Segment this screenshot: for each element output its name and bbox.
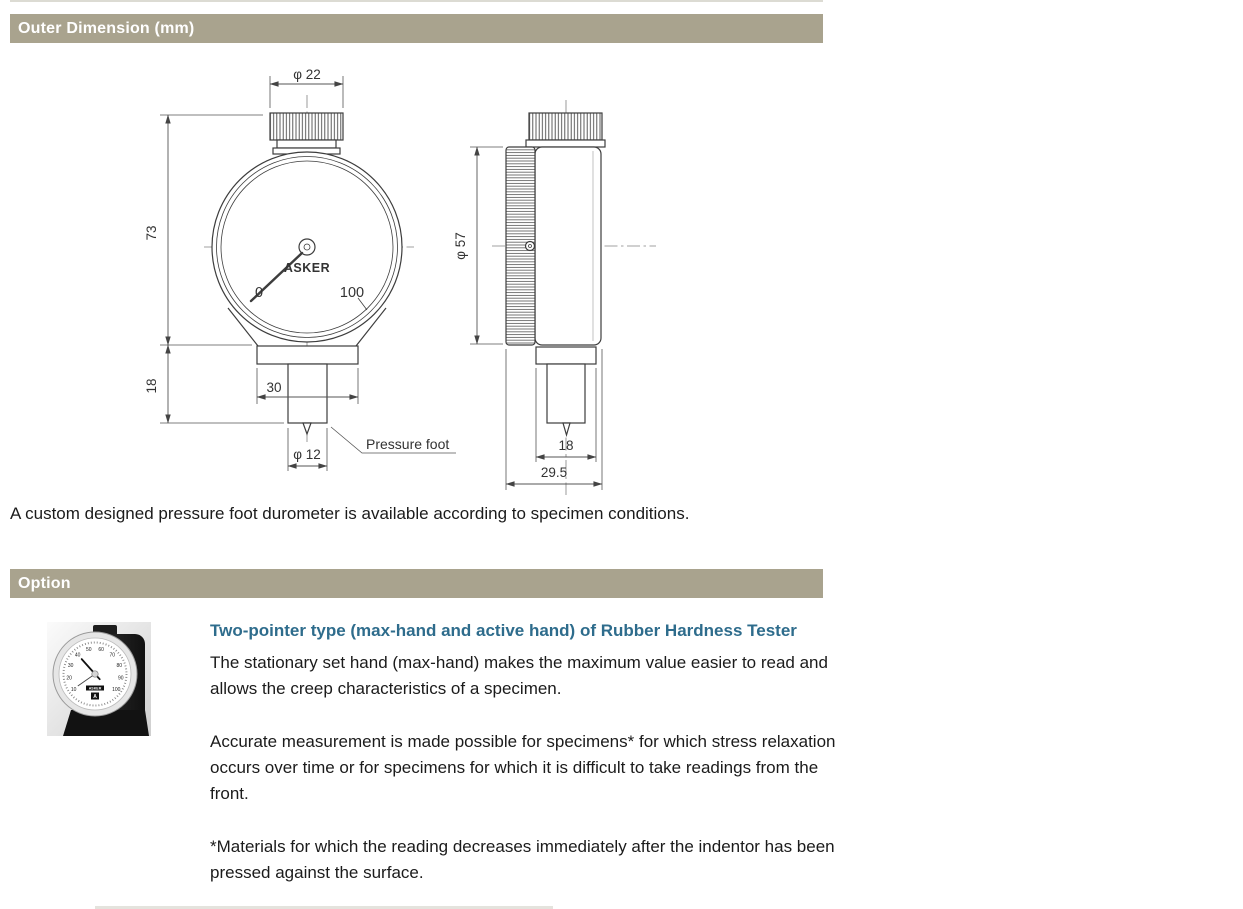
dim-side-stem-width: 18 [558, 438, 574, 453]
side-knob-lip [526, 140, 605, 147]
dial-number: 10 [70, 686, 77, 693]
dial-number: 90 [118, 675, 124, 682]
dial-number: 40 [74, 652, 81, 659]
side-pressure-foot-stem [547, 364, 585, 423]
pressure-foot-label: Pressure foot [366, 436, 450, 452]
photo-type-letter: A [93, 694, 97, 700]
dial-number: 70 [109, 652, 116, 659]
side-view [453, 100, 656, 495]
dial-number: 30 [67, 662, 74, 669]
front-indentor-tip [303, 423, 311, 434]
side-knurled-knob [529, 113, 602, 140]
section-header-outer-dimension [10, 14, 823, 43]
front-view [144, 67, 456, 471]
dim-side-diameter: φ 57 [453, 232, 468, 260]
front-knob-neck [277, 140, 336, 148]
side-collar [536, 347, 596, 364]
option-title: Option [18, 575, 71, 592]
two-pointer-durometer-photo [47, 622, 151, 736]
option-paragraph-1: The stationary set hand (max-hand) makes the maximum value easier to read and allows the creep characteristics of a specimen. [210, 653, 828, 698]
top-divider [10, 0, 823, 2]
dim-side-depth: 29.5 [540, 465, 568, 480]
dial-brand-text: ASKER [283, 261, 331, 275]
option-paragraph-2: Accurate measurement is made possible for specimens* for which stress relaxation occurs over time or for specimens for which it is difficult to take readings from the front. [210, 732, 836, 803]
dial-number: 50 [86, 646, 92, 653]
dial-number: 80 [116, 662, 123, 669]
option-footnote: *Materials for which the reading decreases immediately after the indentor has been pressed against the surface. [210, 837, 835, 882]
side-indentor-tip [563, 423, 570, 435]
dial-number: 60 [98, 646, 104, 653]
dim-base-height: 18 [144, 378, 159, 394]
front-knurled-knob [270, 113, 343, 140]
dial-scale-min: 0 [254, 285, 264, 301]
front-base-block [257, 346, 358, 364]
custom-foot-note: A custom designed pressure foot durometer is available according to specimen conditions. [10, 504, 690, 523]
front-pressure-foot-stem [288, 364, 327, 423]
outer-dimension-title: Outer Dimension (mm) [18, 20, 195, 37]
side-body-cylinder [535, 147, 601, 345]
dim-foot-diameter: φ 12 [293, 447, 321, 462]
section-header-option [10, 569, 823, 598]
durometer-technical-drawing [140, 58, 685, 498]
dim-body-height: 73 [144, 225, 159, 241]
option-text-block [210, 618, 850, 886]
photo-hub [92, 671, 98, 677]
dial-number: 20 [66, 675, 72, 682]
dim-base-width: 30 [266, 380, 282, 395]
dial-scale-max: 100 [339, 285, 365, 301]
dial-number: 100 [112, 686, 121, 693]
dim-top-knob-diameter: φ 22 [293, 67, 321, 82]
side-screw [526, 242, 535, 251]
photo-brand-text: ASKER [88, 686, 102, 691]
option-heading: Two-pointer type (max-hand and active hand) of Rubber Hardness Tester [210, 621, 797, 640]
